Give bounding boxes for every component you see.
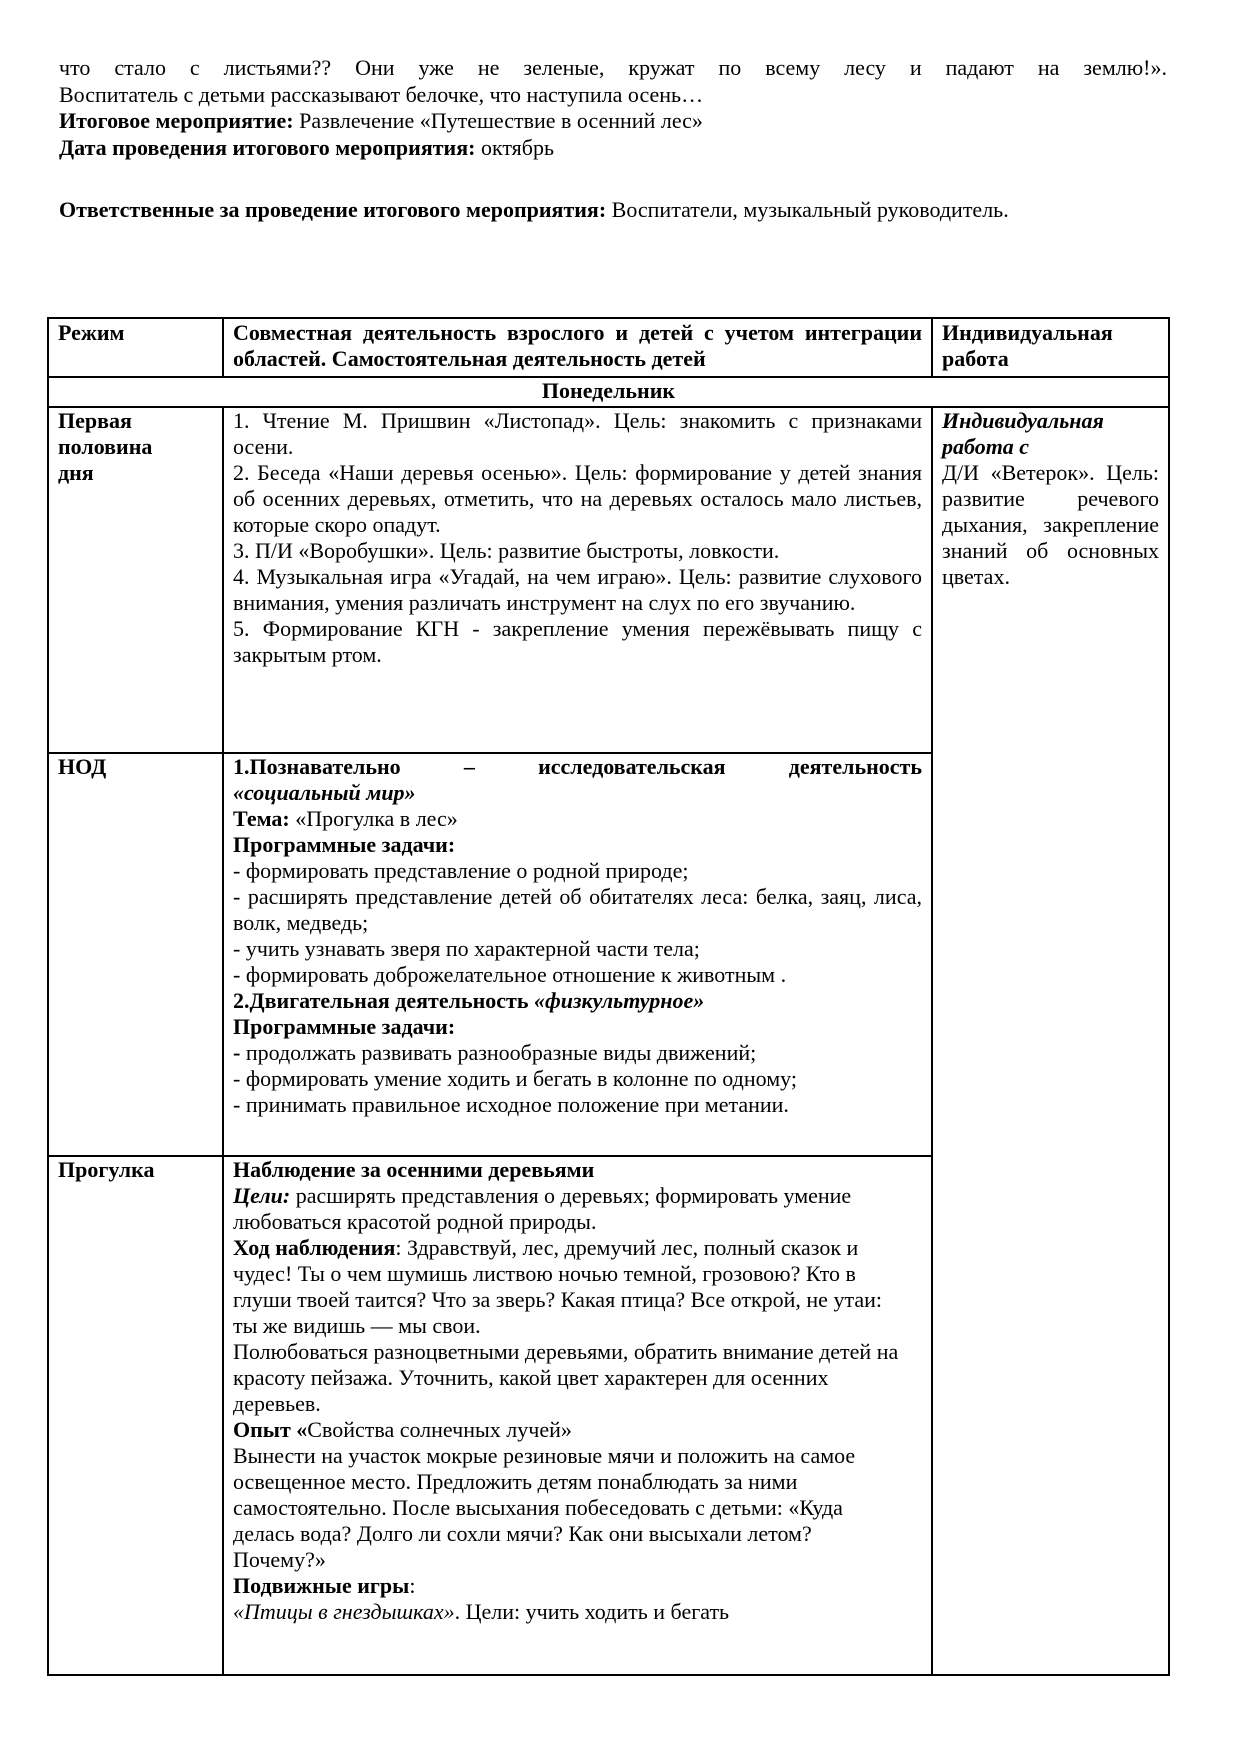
observation-admire: Полюбоваться разноцветными деревьями, обратить внимание детей на красоту пейзажа. Уточнить, какой цвет характерен для осенних деревьев.: [233, 1339, 899, 1416]
responsible-label: Ответственные за проведение итогового мероприятия:: [59, 197, 607, 222]
nod-tasks2-label: Программные задачи:: [233, 1014, 456, 1039]
individual-work-cell: [932, 407, 1169, 1675]
intro-text: [59, 55, 1167, 232]
task-item: - расширять представление детей об обитателях леса: белка, заяц, лиса, волк, медведь;: [233, 884, 922, 935]
activity-item: 5. Формирование КГН - закрепление умения пережёвывать пищу с закрытым ртом.: [233, 616, 922, 667]
observation-title: Наблюдение за осенними деревьями: [233, 1157, 595, 1182]
individual-work-title: Индивидуальная работа с: [942, 408, 1104, 459]
walk-activities: [223, 1156, 932, 1675]
table-row: [48, 407, 1169, 753]
experiment-text: Вынести на участок мокрые резиновые мячи и положить на самое освещенное место. Предложить детям понаблюдать за ними самостоятельно. После высыхания побеседовать с детьми: «Куда делась вода? Долго ли сохли мячи? Как они высыхали летом? Почему?»: [233, 1443, 856, 1572]
task-item: - продолжать развивать разнообразные виды движений;: [233, 1040, 757, 1065]
game-item: «Птицы в гнездышках». Цели: учить ходить и бегать: [233, 1599, 730, 1624]
final-event-date-label: Дата проведения итогового мероприятия:: [59, 134, 476, 160]
activity-item: 4. Музыкальная игра «Угадай, на чем играю». Цель: развитие слухового внимания, умения различать инструмент на слух по его звучанию.: [233, 564, 922, 615]
story-line-2: Воспитатель с детьми рассказывают белочке, что наступила осень…: [59, 81, 704, 107]
day-row: [48, 377, 1169, 407]
activity-item: 1. Чтение М. Пришвин «Листопад». Цель: знакомить с признаками осени.: [233, 408, 922, 459]
observation-course: Ход наблюдения: Здравствуй, лес, дремучий лес, полный сказок и чудес! Ты о чем шумишь листвою ночью темной, грозовою? Кто в глуши твоей таится? Что за зверь? Какая птица? Все открой, не утаи: ты же видишь — мы свои.: [233, 1235, 882, 1338]
final-event-date-value: октябрь: [475, 134, 555, 160]
task-item: - принимать правильное исходное положение при метании.: [233, 1092, 789, 1117]
task-item: - учить узнавать зверя по характерной части тела;: [233, 936, 700, 961]
header-individual-work: Индивидуальная работа: [932, 318, 1169, 377]
task-item: - формировать доброжелательное отношение к животным .: [233, 962, 787, 987]
nod-block1-area: «социальный мир»: [233, 780, 416, 805]
nod-block2-title: 2.Двигательная деятельность «физкультурное»: [233, 988, 705, 1013]
regime-nod: НОД: [48, 753, 223, 1156]
final-event: [59, 108, 1167, 135]
day-label: Понедельник: [48, 377, 1169, 407]
regime-walk: Прогулка: [48, 1156, 223, 1675]
outdoor-games-label: Подвижные игры:: [233, 1573, 416, 1598]
nod-activities: [223, 753, 932, 1156]
weekly-plan-table: [47, 317, 1170, 1676]
final-event-value: Развлечение «Путешествие в осенний лес»: [293, 108, 703, 133]
table-header-row: [48, 318, 1169, 377]
task-item: - формировать умение ходить и бегать в колонне по одному;: [233, 1066, 797, 1091]
activity-item: 2. Беседа «Наши деревья осенью». Цель: формирование у детей знания об осенних деревьях, отметить, что на деревьях осталось мало листьев, которые скоро опадут.: [233, 460, 922, 537]
final-event-label: Итоговое мероприятие:: [59, 108, 294, 133]
header-regime: Режим: [48, 318, 223, 377]
task-item: - формировать представление о родной природе;: [233, 858, 689, 883]
first-half-activities: [223, 407, 932, 753]
responsible-value: Воспитатели, музыкальный руководитель.: [606, 197, 1009, 222]
nod-tasks-label: Программные задачи:: [233, 832, 456, 857]
final-event-date: [59, 135, 1167, 162]
activity-item: 3. П/И «Воробушки». Цель: развитие быстроты, ловкости.: [233, 538, 780, 563]
story-line-1: что стало с листьями?? Они уже не зеленые, кружат по всему лесу и падают на землю!».: [59, 55, 1167, 80]
observation-goals: Цели: расширять представления о деревьях; формировать умение любоваться красотой родной природы.: [233, 1183, 852, 1234]
regime-first-half: Первая половина дня: [48, 407, 223, 753]
experiment-title: Опыт «Свойства солнечных лучей»: [233, 1417, 572, 1442]
header-joint-activity: Совместная деятельность взрослого и детей с учетом интеграции областей. Самостоятельная деятельность детей: [223, 318, 932, 377]
nod-block1-title: 1.Познавательно – исследовательская деятельность: [233, 754, 922, 779]
nod-topic: Тема: «Прогулка в лес»: [233, 806, 458, 831]
responsible: [59, 187, 1167, 232]
individual-work-text: Д/И «Ветерок». Цель: развитие речевого дыхания, закрепление знаний об основных цветах.: [942, 460, 1159, 589]
